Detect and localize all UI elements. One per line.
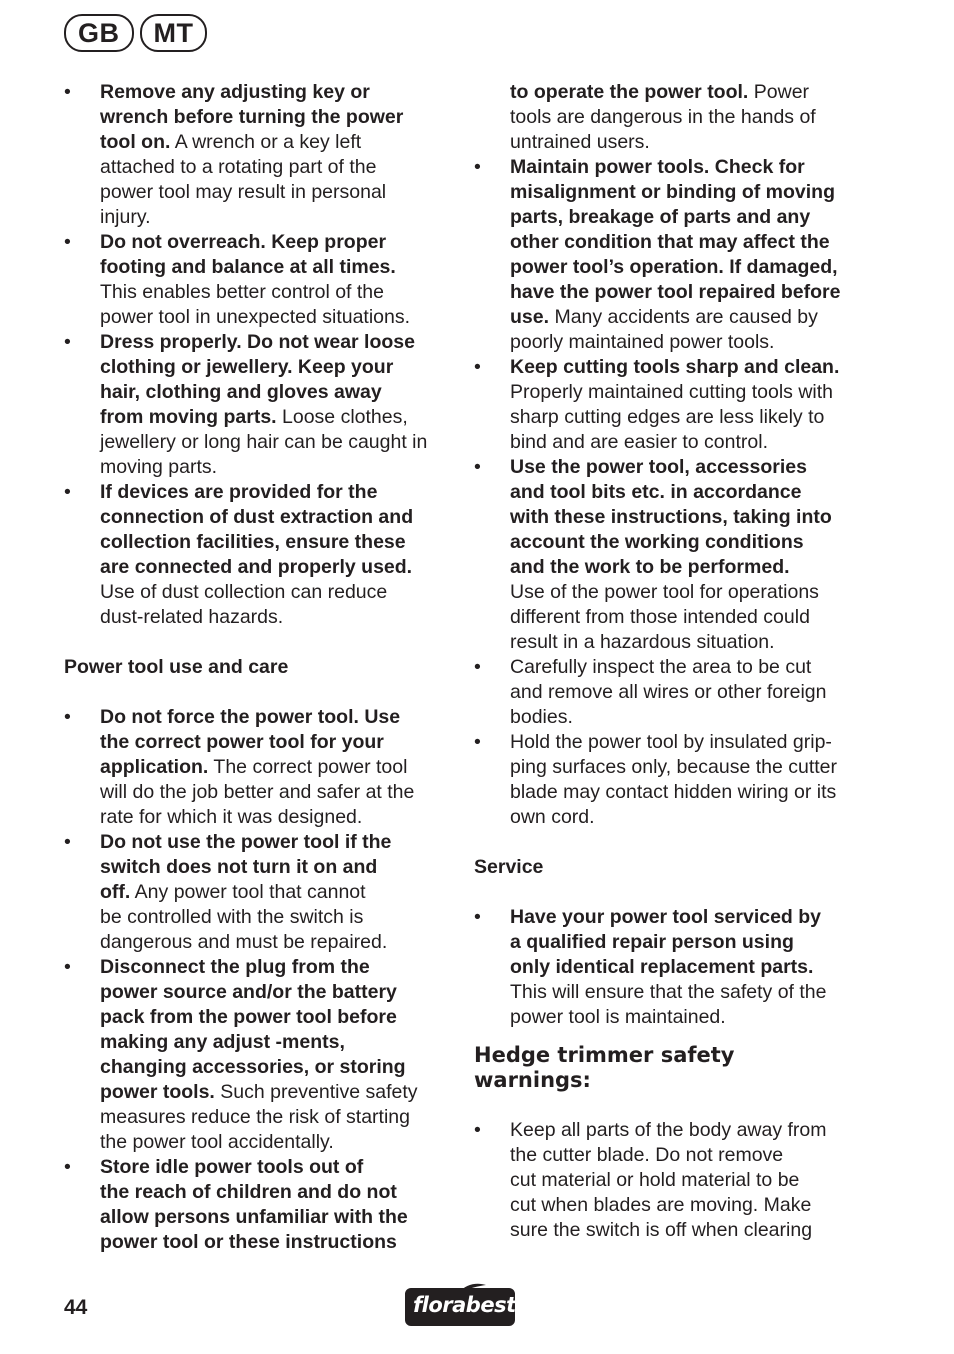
left-bullet-list-b bbox=[64, 705, 452, 1255]
bullet-regular-text: Use of dust collection can reduce dust-related hazards. bbox=[100, 581, 388, 628]
bullet-icon: • bbox=[474, 456, 481, 478]
bullet-regular-text: Such preventive safety measures reduce the risk of starting the power tool accidentally. bbox=[100, 1081, 418, 1153]
bullet-bold-text: Dress properly. Do not wear loose clothing or jewellery. Keep your hair, clothing and gloves away from moving parts. bbox=[100, 331, 415, 428]
bullet-item bbox=[64, 80, 452, 230]
florabest-logo bbox=[405, 1284, 517, 1328]
section-title-power-tool-use: Power tool use and care bbox=[64, 656, 289, 678]
bullet-icon: • bbox=[64, 831, 71, 853]
bullet-regular-text: Many accidents are caused by poorly maintained power tools. bbox=[510, 306, 818, 353]
bullet-regular-text: Hold the power tool by insulated grip- ping surfaces only, because the cutter blade may contact hidden wiring or its own cord. bbox=[510, 731, 837, 828]
right-column bbox=[474, 80, 866, 1243]
bullet-icon: • bbox=[64, 706, 71, 728]
bullet-item bbox=[474, 155, 866, 355]
bullet-regular-text: The correct power tool will do the job better and safer at the rate for which it was designed. bbox=[100, 756, 415, 828]
bullet-item bbox=[64, 330, 452, 480]
right-bullet-list-c bbox=[474, 1118, 866, 1243]
bullet-regular-text: Any power tool that cannot be controlled with the switch is dangerous and must be repaired. bbox=[100, 881, 388, 953]
bullet-regular-text: A wrench or a key left attached to a rotating part of the power tool may result in personal injury. bbox=[100, 131, 387, 228]
bullet-regular-text: This will ensure that the safety of the power tool is maintained. bbox=[510, 981, 827, 1028]
bullet-icon: • bbox=[64, 331, 71, 353]
bullet-bold-text: Do not overreach. Keep proper footing and balance at all times. bbox=[100, 231, 396, 278]
bullet-regular-text: Keep all parts of the body away from the cutter blade. Do not remove cut material or hold material to be cut when blades are moving. Make sure the switch is off when clearing bbox=[510, 1119, 827, 1241]
bullet-icon: • bbox=[474, 731, 481, 753]
page-number: 44 bbox=[64, 1296, 88, 1319]
bullet-item bbox=[64, 230, 452, 330]
lang-badge-mt: MT bbox=[140, 14, 208, 52]
bullet-regular-text: This enables better control of the power tool in unexpected situations. bbox=[100, 281, 411, 328]
lang-badge-gb: GB bbox=[64, 14, 134, 52]
bullet-icon: • bbox=[64, 81, 71, 103]
hedge-trimmer-warnings-title: Hedge trimmer safety warnings: bbox=[474, 1043, 735, 1092]
continuation-regular: Power tools are dangerous in the hands of untrained users. bbox=[510, 81, 816, 153]
bullet-item bbox=[64, 480, 452, 630]
bullet-item bbox=[64, 955, 452, 1155]
section-title-service: Service bbox=[474, 856, 544, 878]
bullet-item bbox=[474, 730, 866, 830]
logo-text: florabest bbox=[413, 1293, 516, 1317]
bullet-regular-text: Loose clothes, jewellery or long hair can be caught in moving parts. bbox=[100, 406, 428, 478]
bullet-item bbox=[64, 1155, 452, 1255]
bullet-icon: • bbox=[474, 1119, 481, 1141]
bullet-regular-text: Carefully inspect the area to be cut and remove all wires or other foreign bodies. bbox=[510, 656, 827, 728]
bullet-icon: • bbox=[64, 956, 71, 978]
bullet-bold-text: Disconnect the plug from the power source and/or the battery pack from the power tool before making any adjust -ments, changing accessories, or storing power tools. bbox=[100, 956, 406, 1103]
bullet-bold-text: Use the power tool, accessories and tool bits etc. in accordance with these instructions, taking into account the working conditions and the work to be performed. bbox=[510, 456, 832, 578]
bullet-item bbox=[474, 455, 866, 655]
continuation-text bbox=[474, 80, 866, 155]
bullet-icon: • bbox=[474, 656, 481, 678]
bullet-regular-text: Properly maintained cutting tools with sharp cutting edges are less likely to bind and are easier to control. bbox=[510, 381, 833, 453]
bullet-regular-text: Use of the power tool for operations different from those intended could result in a hazardous situation. bbox=[510, 581, 819, 653]
right-bullet-list-b bbox=[474, 905, 866, 1030]
bullet-icon: • bbox=[64, 231, 71, 253]
bullet-bold-text: Keep cutting tools sharp and clean. bbox=[510, 356, 840, 378]
left-column bbox=[64, 80, 452, 1255]
bullet-icon: • bbox=[64, 1156, 71, 1178]
bullet-bold-text: Do not force the power tool. Use the correct power tool for your application. bbox=[100, 706, 401, 778]
bullet-bold-text: Have your power tool serviced by a qualified repair person using only identical replacement parts. bbox=[510, 906, 822, 978]
bullet-bold-text: Remove any adjusting key or wrench before turning the power tool on. bbox=[100, 81, 404, 153]
bullet-bold-text: Store idle power tools out of the reach of children and do not allow persons unfamiliar with the power tool or these instructions bbox=[100, 1156, 408, 1253]
bullet-bold-text: Do not use the power tool if the switch does not turn it on and off. bbox=[100, 831, 392, 903]
bullet-item bbox=[474, 655, 866, 730]
bullet-icon: • bbox=[474, 356, 481, 378]
language-badges bbox=[64, 14, 207, 52]
bullet-bold-text: If devices are provided for the connection of dust extraction and collection facilities, ensure these are connected and properly used. bbox=[100, 481, 414, 578]
right-bullet-list-a bbox=[474, 155, 866, 830]
bullet-bold-text: Maintain power tools. Check for misalignment or binding of moving parts, breakage of parts and any other condition that may affect the power tool’s operation. If damaged, have the power tool repaired before use. bbox=[510, 156, 841, 328]
bullet-icon: • bbox=[474, 906, 481, 928]
left-bullet-list-a bbox=[64, 80, 452, 630]
bullet-item bbox=[64, 830, 452, 955]
continuation-bold: to operate the power tool. bbox=[510, 81, 749, 103]
bullet-icon: • bbox=[474, 156, 481, 178]
bullet-item bbox=[474, 905, 866, 1030]
bullet-item bbox=[474, 355, 866, 455]
bullet-item bbox=[64, 705, 452, 830]
bullet-item bbox=[474, 1118, 866, 1243]
bullet-icon: • bbox=[64, 481, 71, 503]
